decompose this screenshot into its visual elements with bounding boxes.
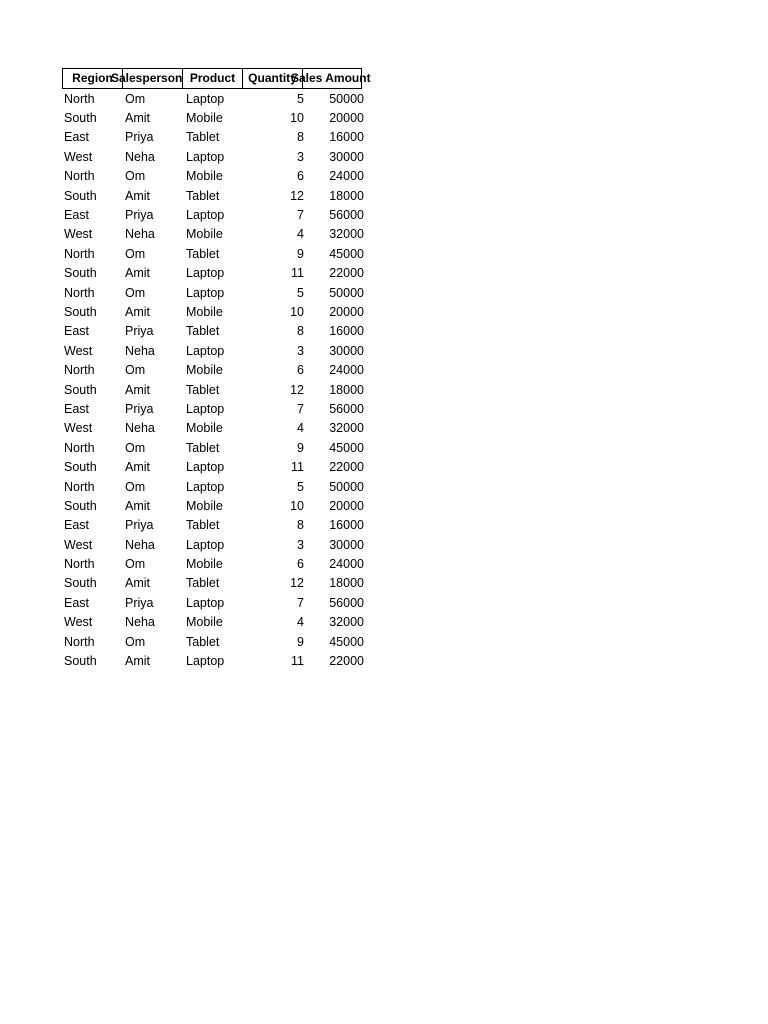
cell-product[interactable]: Laptop bbox=[186, 479, 225, 494]
cell-product[interactable]: Laptop bbox=[186, 149, 225, 164]
cell-quantity[interactable]: 12 bbox=[290, 576, 304, 591]
cell-sales-amount[interactable]: 32000 bbox=[329, 615, 364, 630]
cell-region[interactable]: West bbox=[64, 227, 93, 242]
cell-region[interactable]: West bbox=[64, 343, 93, 358]
cell-sales-amount[interactable]: 50000 bbox=[329, 285, 364, 300]
cell-product[interactable]: Tablet bbox=[186, 518, 220, 533]
spreadsheet-table bbox=[62, 68, 371, 671]
table-row bbox=[62, 186, 366, 205]
cell-region[interactable]: West bbox=[64, 537, 93, 552]
cell-region[interactable]: North bbox=[64, 363, 95, 378]
cell-region[interactable]: North bbox=[64, 285, 95, 300]
cell-sales-amount[interactable]: 30000 bbox=[329, 537, 364, 552]
table-row bbox=[62, 613, 366, 632]
cell-region[interactable]: North bbox=[64, 440, 95, 455]
cell-sales-amount[interactable]: 45000 bbox=[329, 440, 364, 455]
cell-sales-amount[interactable]: 20000 bbox=[329, 304, 364, 319]
table-row bbox=[62, 205, 366, 224]
table-row bbox=[62, 264, 366, 283]
table-row bbox=[62, 322, 366, 341]
cell-product[interactable]: Mobile bbox=[186, 111, 223, 126]
cell-quantity[interactable]: 7 bbox=[297, 401, 304, 416]
table-row bbox=[62, 128, 366, 147]
table-row bbox=[62, 496, 366, 515]
cell-sales-amount[interactable]: 50000 bbox=[329, 479, 364, 494]
cell-sales-amount[interactable]: 20000 bbox=[329, 111, 364, 126]
table-row bbox=[62, 225, 366, 244]
cell-salesperson[interactable]: Om bbox=[125, 91, 146, 106]
header-salesperson[interactable]: Salesperson bbox=[122, 68, 183, 89]
table-row bbox=[62, 516, 366, 535]
table-row bbox=[62, 632, 366, 651]
cell-region[interactable]: West bbox=[64, 421, 93, 436]
cell-product[interactable]: Tablet bbox=[186, 440, 220, 455]
cell-region[interactable]: East bbox=[64, 130, 90, 145]
cell-region[interactable]: South bbox=[64, 460, 97, 475]
cell-sales-amount[interactable]: 50000 bbox=[329, 91, 364, 106]
table-row bbox=[62, 535, 366, 554]
cell-salesperson[interactable]: Amit bbox=[125, 498, 150, 513]
cell-quantity[interactable]: 4 bbox=[297, 227, 304, 242]
cell-salesperson[interactable]: Priya bbox=[125, 518, 154, 533]
table-row bbox=[62, 593, 366, 612]
cell-product[interactable]: Laptop bbox=[186, 91, 225, 106]
cell-salesperson[interactable]: Om bbox=[125, 557, 146, 572]
cell-sales-amount[interactable]: 20000 bbox=[329, 498, 364, 513]
cell-salesperson[interactable]: Om bbox=[125, 479, 146, 494]
header-row bbox=[62, 68, 371, 89]
cell-sales-amount[interactable]: 56000 bbox=[329, 208, 364, 223]
table-row bbox=[62, 244, 366, 263]
cell-region[interactable]: South bbox=[64, 498, 97, 513]
cell-sales-amount[interactable]: 16000 bbox=[329, 518, 364, 533]
cell-quantity[interactable]: 7 bbox=[297, 595, 304, 610]
cell-region[interactable]: East bbox=[64, 208, 90, 223]
table-row bbox=[62, 419, 366, 438]
cell-salesperson[interactable]: Amit bbox=[125, 654, 150, 669]
cell-quantity[interactable]: 11 bbox=[291, 460, 304, 475]
cell-quantity[interactable]: 5 bbox=[297, 285, 304, 300]
table-row bbox=[62, 574, 366, 593]
header-sales-amount[interactable]: Sales Amount bbox=[302, 68, 362, 89]
cell-quantity[interactable]: 5 bbox=[297, 479, 304, 494]
cell-salesperson[interactable]: Amit bbox=[125, 266, 150, 281]
cell-sales-amount[interactable]: 22000 bbox=[329, 654, 364, 669]
header-region[interactable]: Region bbox=[62, 68, 123, 89]
cell-product[interactable]: Tablet bbox=[186, 382, 220, 397]
cell-sales-amount[interactable]: 16000 bbox=[329, 130, 364, 145]
cell-product[interactable]: Tablet bbox=[186, 324, 220, 339]
cell-quantity[interactable]: 3 bbox=[297, 149, 304, 164]
cell-region[interactable]: South bbox=[64, 111, 97, 126]
cell-region[interactable]: East bbox=[64, 595, 90, 610]
cell-salesperson[interactable]: Priya bbox=[125, 208, 154, 223]
cell-quantity[interactable]: 4 bbox=[297, 615, 304, 630]
cell-product[interactable]: Laptop bbox=[186, 208, 225, 223]
table-row bbox=[62, 167, 366, 186]
cell-sales-amount[interactable]: 18000 bbox=[329, 382, 364, 397]
cell-quantity[interactable]: 6 bbox=[297, 169, 304, 184]
table-row bbox=[62, 477, 366, 496]
cell-quantity[interactable]: 8 bbox=[297, 324, 304, 339]
cell-quantity[interactable]: 3 bbox=[297, 537, 304, 552]
cell-salesperson[interactable]: Amit bbox=[125, 304, 150, 319]
cell-quantity[interactable]: 6 bbox=[297, 363, 304, 378]
cell-region[interactable]: South bbox=[64, 304, 97, 319]
cell-product[interactable]: Laptop bbox=[186, 285, 225, 300]
cell-region[interactable]: East bbox=[64, 401, 90, 416]
cell-quantity[interactable]: 8 bbox=[297, 130, 304, 145]
cell-region[interactable]: South bbox=[64, 576, 97, 591]
cell-salesperson[interactable]: Neha bbox=[125, 343, 155, 358]
cell-product[interactable]: Mobile bbox=[186, 304, 223, 319]
cell-salesperson[interactable]: Om bbox=[125, 285, 146, 300]
cell-product[interactable]: Mobile bbox=[186, 615, 223, 630]
table-row bbox=[62, 147, 366, 166]
cell-region[interactable]: North bbox=[64, 169, 95, 184]
table-row bbox=[62, 438, 366, 457]
cell-product[interactable]: Mobile bbox=[186, 498, 223, 513]
table-row bbox=[62, 380, 366, 399]
cell-region[interactable]: North bbox=[64, 246, 95, 261]
cell-quantity[interactable]: 10 bbox=[290, 111, 304, 126]
table-row bbox=[62, 341, 366, 360]
cell-region[interactable]: South bbox=[64, 266, 97, 281]
cell-product[interactable]: Mobile bbox=[186, 557, 223, 572]
table-row bbox=[62, 457, 366, 476]
cell-salesperson[interactable]: Om bbox=[125, 634, 146, 649]
table-row bbox=[62, 302, 366, 321]
cell-quantity[interactable]: 12 bbox=[290, 382, 304, 397]
cell-sales-amount[interactable]: 56000 bbox=[329, 401, 364, 416]
cell-product[interactable]: Tablet bbox=[186, 576, 220, 591]
table-row bbox=[62, 89, 366, 108]
cell-quantity[interactable]: 6 bbox=[297, 557, 304, 572]
cell-salesperson[interactable]: Neha bbox=[125, 149, 155, 164]
table-body bbox=[62, 89, 366, 671]
cell-salesperson[interactable]: Om bbox=[125, 440, 146, 455]
cell-product[interactable]: Tablet bbox=[186, 130, 220, 145]
cell-salesperson[interactable]: Om bbox=[125, 246, 146, 261]
header-product[interactable]: Product bbox=[182, 68, 243, 89]
cell-region[interactable]: East bbox=[64, 518, 90, 533]
cell-sales-amount[interactable]: 45000 bbox=[329, 246, 364, 261]
cell-product[interactable]: Laptop bbox=[186, 460, 225, 475]
cell-region[interactable]: West bbox=[64, 149, 93, 164]
cell-sales-amount[interactable]: 56000 bbox=[329, 595, 364, 610]
cell-product[interactable]: Tablet bbox=[186, 188, 220, 203]
cell-product[interactable]: Laptop bbox=[186, 654, 225, 669]
cell-quantity[interactable]: 9 bbox=[297, 634, 304, 649]
cell-sales-amount[interactable]: 16000 bbox=[329, 324, 364, 339]
cell-sales-amount[interactable]: 30000 bbox=[329, 343, 364, 358]
cell-product[interactable]: Laptop bbox=[186, 266, 225, 281]
cell-salesperson[interactable]: Neha bbox=[125, 537, 155, 552]
cell-region[interactable]: North bbox=[64, 634, 95, 649]
cell-salesperson[interactable]: Amit bbox=[125, 460, 150, 475]
cell-salesperson[interactable]: Om bbox=[125, 363, 146, 378]
cell-quantity[interactable]: 8 bbox=[297, 518, 304, 533]
cell-product[interactable]: Laptop bbox=[186, 343, 225, 358]
cell-region[interactable]: West bbox=[64, 615, 93, 630]
cell-sales-amount[interactable]: 32000 bbox=[329, 421, 364, 436]
cell-quantity[interactable]: 11 bbox=[291, 654, 304, 669]
cell-quantity[interactable]: 10 bbox=[290, 498, 304, 513]
cell-quantity[interactable]: 10 bbox=[290, 304, 304, 319]
cell-product[interactable]: Tablet bbox=[186, 246, 220, 261]
cell-product[interactable]: Mobile bbox=[186, 363, 223, 378]
cell-sales-amount[interactable]: 22000 bbox=[329, 266, 364, 281]
cell-quantity[interactable]: 9 bbox=[297, 246, 304, 261]
header-quantity[interactable]: Quantity bbox=[242, 68, 303, 89]
cell-sales-amount[interactable]: 24000 bbox=[329, 557, 364, 572]
cell-region[interactable]: South bbox=[64, 654, 97, 669]
cell-region[interactable]: North bbox=[64, 557, 95, 572]
cell-salesperson[interactable]: Neha bbox=[125, 421, 155, 436]
cell-product[interactable]: Tablet bbox=[186, 634, 220, 649]
cell-quantity[interactable]: 12 bbox=[290, 188, 304, 203]
cell-salesperson[interactable]: Priya bbox=[125, 401, 154, 416]
cell-product[interactable]: Laptop bbox=[186, 595, 225, 610]
cell-region[interactable]: North bbox=[64, 479, 95, 494]
cell-sales-amount[interactable]: 30000 bbox=[329, 149, 364, 164]
cell-region[interactable]: East bbox=[64, 324, 90, 339]
cell-salesperson[interactable]: Amit bbox=[125, 382, 150, 397]
table-row bbox=[62, 283, 366, 302]
cell-salesperson[interactable]: Om bbox=[125, 169, 146, 184]
cell-region[interactable]: South bbox=[64, 382, 97, 397]
cell-product[interactable]: Mobile bbox=[186, 227, 223, 242]
cell-sales-amount[interactable]: 18000 bbox=[329, 576, 364, 591]
cell-salesperson[interactable]: Priya bbox=[125, 595, 154, 610]
table-row bbox=[62, 108, 366, 127]
table-row bbox=[62, 399, 366, 418]
cell-sales-amount[interactable]: 24000 bbox=[329, 363, 364, 378]
table-row bbox=[62, 554, 366, 573]
cell-salesperson[interactable]: Neha bbox=[125, 615, 155, 630]
cell-quantity[interactable]: 9 bbox=[297, 440, 304, 455]
cell-sales-amount[interactable]: 24000 bbox=[329, 169, 364, 184]
cell-product[interactable]: Mobile bbox=[186, 421, 223, 436]
cell-quantity[interactable]: 5 bbox=[297, 91, 304, 106]
cell-sales-amount[interactable]: 45000 bbox=[329, 634, 364, 649]
cell-product[interactable]: Laptop bbox=[186, 401, 225, 416]
cell-region[interactable]: South bbox=[64, 188, 97, 203]
cell-quantity[interactable]: 4 bbox=[297, 421, 304, 436]
cell-sales-amount[interactable]: 32000 bbox=[329, 227, 364, 242]
cell-sales-amount[interactable]: 22000 bbox=[329, 460, 364, 475]
cell-sales-amount[interactable]: 18000 bbox=[329, 188, 364, 203]
cell-quantity[interactable]: 3 bbox=[297, 343, 304, 358]
cell-quantity[interactable]: 11 bbox=[291, 266, 304, 281]
table-row bbox=[62, 651, 366, 670]
cell-salesperson[interactable]: Amit bbox=[125, 188, 150, 203]
cell-region[interactable]: North bbox=[64, 91, 95, 106]
cell-salesperson[interactable]: Priya bbox=[125, 324, 154, 339]
cell-salesperson[interactable]: Neha bbox=[125, 227, 155, 242]
cell-quantity[interactable]: 7 bbox=[297, 208, 304, 223]
cell-salesperson[interactable]: Priya bbox=[125, 130, 154, 145]
cell-product[interactable]: Mobile bbox=[186, 169, 223, 184]
cell-salesperson[interactable]: Amit bbox=[125, 111, 150, 126]
cell-salesperson[interactable]: Amit bbox=[125, 576, 150, 591]
cell-product[interactable]: Laptop bbox=[186, 537, 225, 552]
table-row bbox=[62, 360, 366, 379]
